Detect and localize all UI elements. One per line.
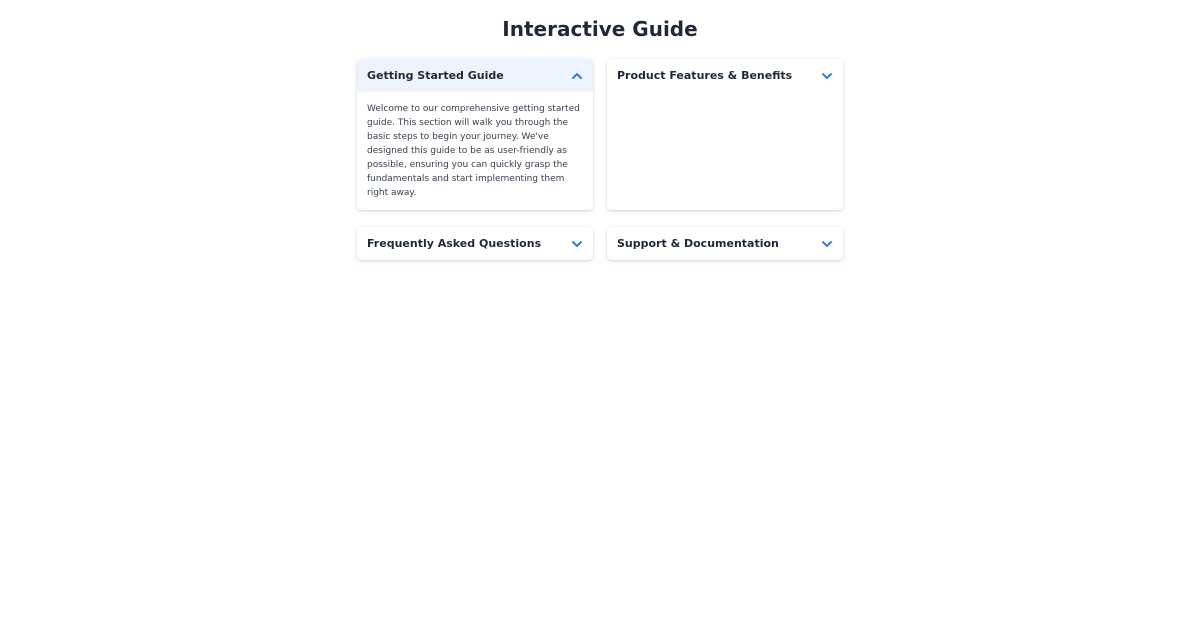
- accordion-title: Frequently Asked Questions: [367, 237, 542, 250]
- accordion-header-getting-started[interactable]: [357, 59, 593, 92]
- accordion-title: Support & Documentation: [617, 237, 779, 250]
- accordion-title: Getting Started Guide: [367, 69, 504, 82]
- accordion-grid: [357, 59, 843, 260]
- accordion-header-product-features[interactable]: [607, 59, 843, 92]
- chevron-down-icon[interactable]: [821, 70, 833, 82]
- accordion-header-faq[interactable]: [357, 227, 593, 260]
- accordion-card-product-features: [607, 59, 843, 210]
- accordion-card-getting-started: [357, 59, 593, 210]
- accordion-title: Product Features & Benefits: [617, 69, 793, 82]
- page-title: Interactive Guide: [502, 17, 698, 41]
- accordion-card-faq: [357, 227, 593, 260]
- accordion-header-support[interactable]: [607, 227, 843, 260]
- accordion-card-support: [607, 227, 843, 260]
- accordion-body-getting-started: Welcome to our comprehensive getting started guide. This section will walk you through the basic steps to begin your journey. We've designed this guide to be as user-friendly as possible, ensuring you can quickly grasp the fundamentals and start implementing them right away.: [367, 104, 580, 198]
- chevron-down-icon[interactable]: [571, 238, 583, 250]
- chevron-up-icon[interactable]: [571, 70, 583, 82]
- chevron-down-icon[interactable]: [821, 238, 833, 250]
